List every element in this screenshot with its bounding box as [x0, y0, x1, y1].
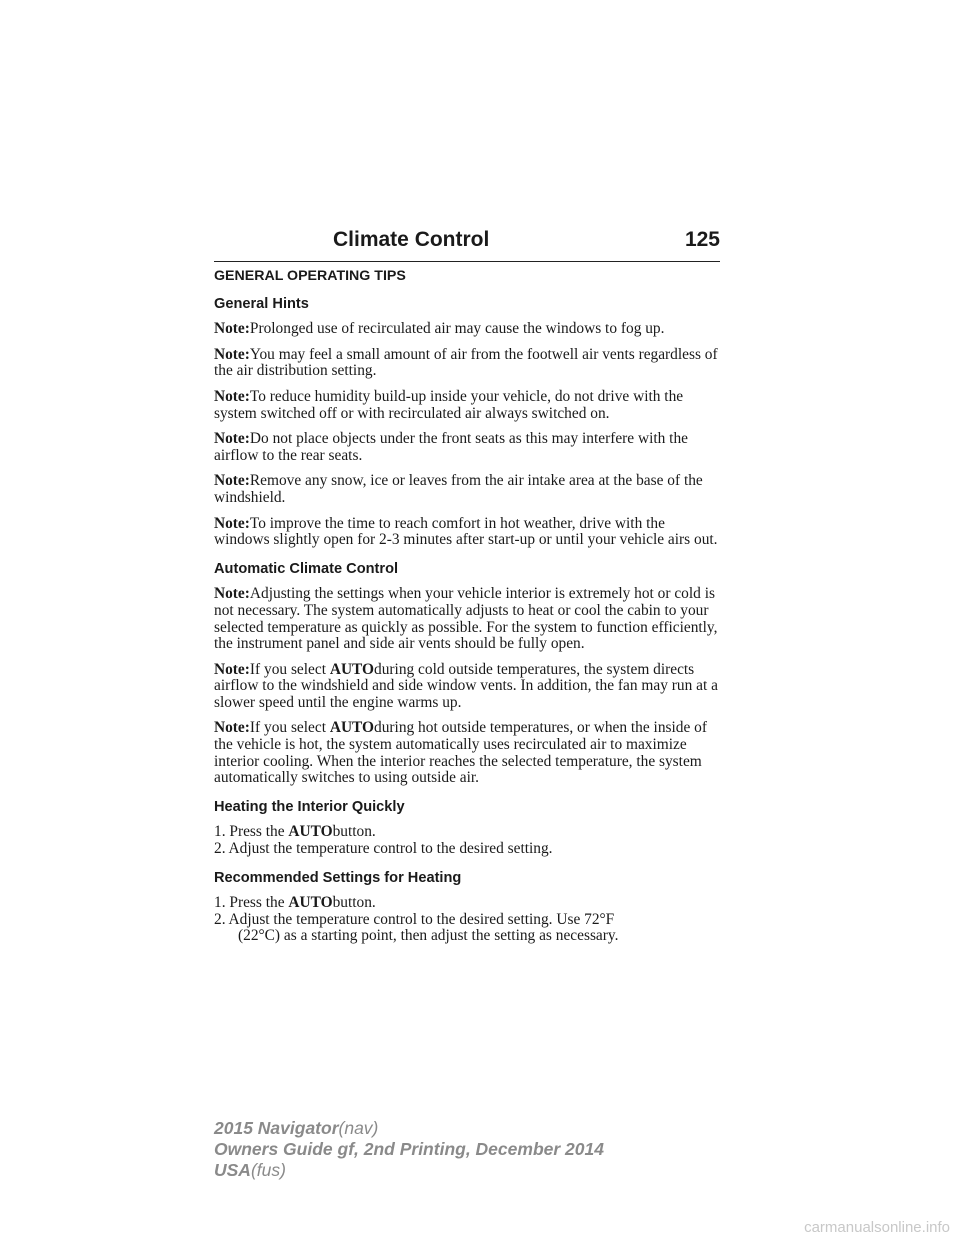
- note-air-intake: [214, 473, 724, 506]
- step-1: [214, 824, 724, 841]
- note-label: Note:: [214, 514, 250, 532]
- step-2: 2. Adjust the temperature control to the desired setting. Use 72°F: [214, 910, 615, 928]
- watermark: carmanualsonline.info: [804, 1219, 950, 1236]
- note-text: Do not place objects under the front seats as this may interfere with the airflow to the rear seats.: [214, 430, 688, 464]
- note-label: Note:: [214, 472, 250, 490]
- steps-heating-quickly: [214, 824, 724, 857]
- step-text: 1. Press the: [214, 894, 289, 912]
- note-front-seats: [214, 431, 724, 464]
- note-label: Note:: [214, 585, 250, 603]
- step-text: button.: [332, 823, 376, 841]
- note-text: You may feel a small amount of air from the footwell air vents regardless of the air distribution setting.: [214, 345, 718, 380]
- footer-line-region: [214, 1160, 604, 1181]
- auto-keyword: AUTO: [288, 894, 333, 912]
- footer-model-code: (nav): [338, 1118, 379, 1138]
- page-footer: [214, 1118, 604, 1181]
- note-auto-hot: [214, 720, 724, 786]
- note-text: If you select: [249, 660, 330, 678]
- note-label: Note:: [214, 430, 250, 448]
- page-number: 125: [684, 228, 720, 251]
- note-humidity: [214, 389, 724, 422]
- step-text: button.: [332, 894, 376, 912]
- chapter-title: Climate Control: [333, 228, 490, 251]
- note-text: To reduce humidity build-up inside your vehicle, do not drive with the system switched off or with recirculated air always switched on.: [214, 387, 684, 422]
- footer-model: 2015 Navigator: [214, 1118, 339, 1138]
- footer-region-code: (fus): [250, 1160, 286, 1180]
- note-hot-weather: [214, 516, 724, 549]
- note-text: Prolonged use of recirculated air may cause the windows to fog up.: [249, 320, 665, 338]
- note-text: during cold outside temperatures, the system directs airflow to the windshield and side window vents. In addition, the fan may run at a slower speed until the engine warms up.: [214, 660, 718, 711]
- steps-recommended-heating: [214, 895, 724, 945]
- footer-region: USA: [214, 1160, 251, 1180]
- page-content: [214, 268, 724, 955]
- page-header: [214, 228, 720, 262]
- note-label: Note:: [214, 660, 250, 678]
- subheading-recommended-heating: Recommended Settings for Heating: [214, 869, 462, 886]
- note-label: Note:: [214, 345, 250, 363]
- note-text: during hot outside temperatures, or when the inside of the vehicle is hot, the system automatically uses recirculated air to maximize interior cooling. When the interior reaches the selected temperature, the system automatically switches to using outside air.: [214, 719, 707, 787]
- step-2: 2. Adjust the temperature control to the desired setting.: [214, 840, 553, 858]
- step-2-continued: (22°C) as a starting point, then adjust the setting as necessary.: [238, 927, 619, 945]
- subheading-automatic-climate: Automatic Climate Control: [214, 560, 399, 577]
- note-text: To improve the time to reach comfort in hot weather, drive with the windows slightly open for 2-3 minutes after start-up or until your vehicle airs out.: [214, 514, 718, 549]
- note-label: Note:: [214, 320, 250, 338]
- footer-line-model: [214, 1118, 604, 1139]
- step-text: 1. Press the: [214, 823, 289, 841]
- note-text: Adjusting the settings when your vehicle interior is extremely hot or cold is not necessary. The system automatically adjusts to heat or cool the cabin to your selected temperature as quickly as possible. For the system to function efficiently, the instrument panel and side air vents should be fully open.: [214, 585, 718, 653]
- footer-line-guide: Owners Guide gf, 2nd Printing, December 2014: [214, 1139, 604, 1159]
- subheading-general-hints: General Hints: [214, 295, 309, 312]
- note-extreme-temps: [214, 586, 724, 652]
- note-label: Note:: [214, 387, 250, 405]
- note-auto-cold: [214, 662, 724, 712]
- auto-keyword: AUTO: [329, 719, 375, 737]
- note-text: If you select: [249, 719, 330, 737]
- note-footwell-vents: [214, 347, 724, 380]
- section-title: GENERAL OPERATING TIPS: [214, 268, 406, 284]
- note-text: Remove any snow, ice or leaves from the air intake area at the base of the windshield.: [214, 472, 703, 506]
- step-1: [214, 895, 724, 912]
- auto-keyword: AUTO: [329, 660, 375, 678]
- subheading-heating-quickly: Heating the Interior Quickly: [214, 798, 405, 815]
- auto-keyword: AUTO: [288, 823, 333, 841]
- note-recirculated-air: [214, 321, 724, 338]
- note-label: Note:: [214, 719, 250, 737]
